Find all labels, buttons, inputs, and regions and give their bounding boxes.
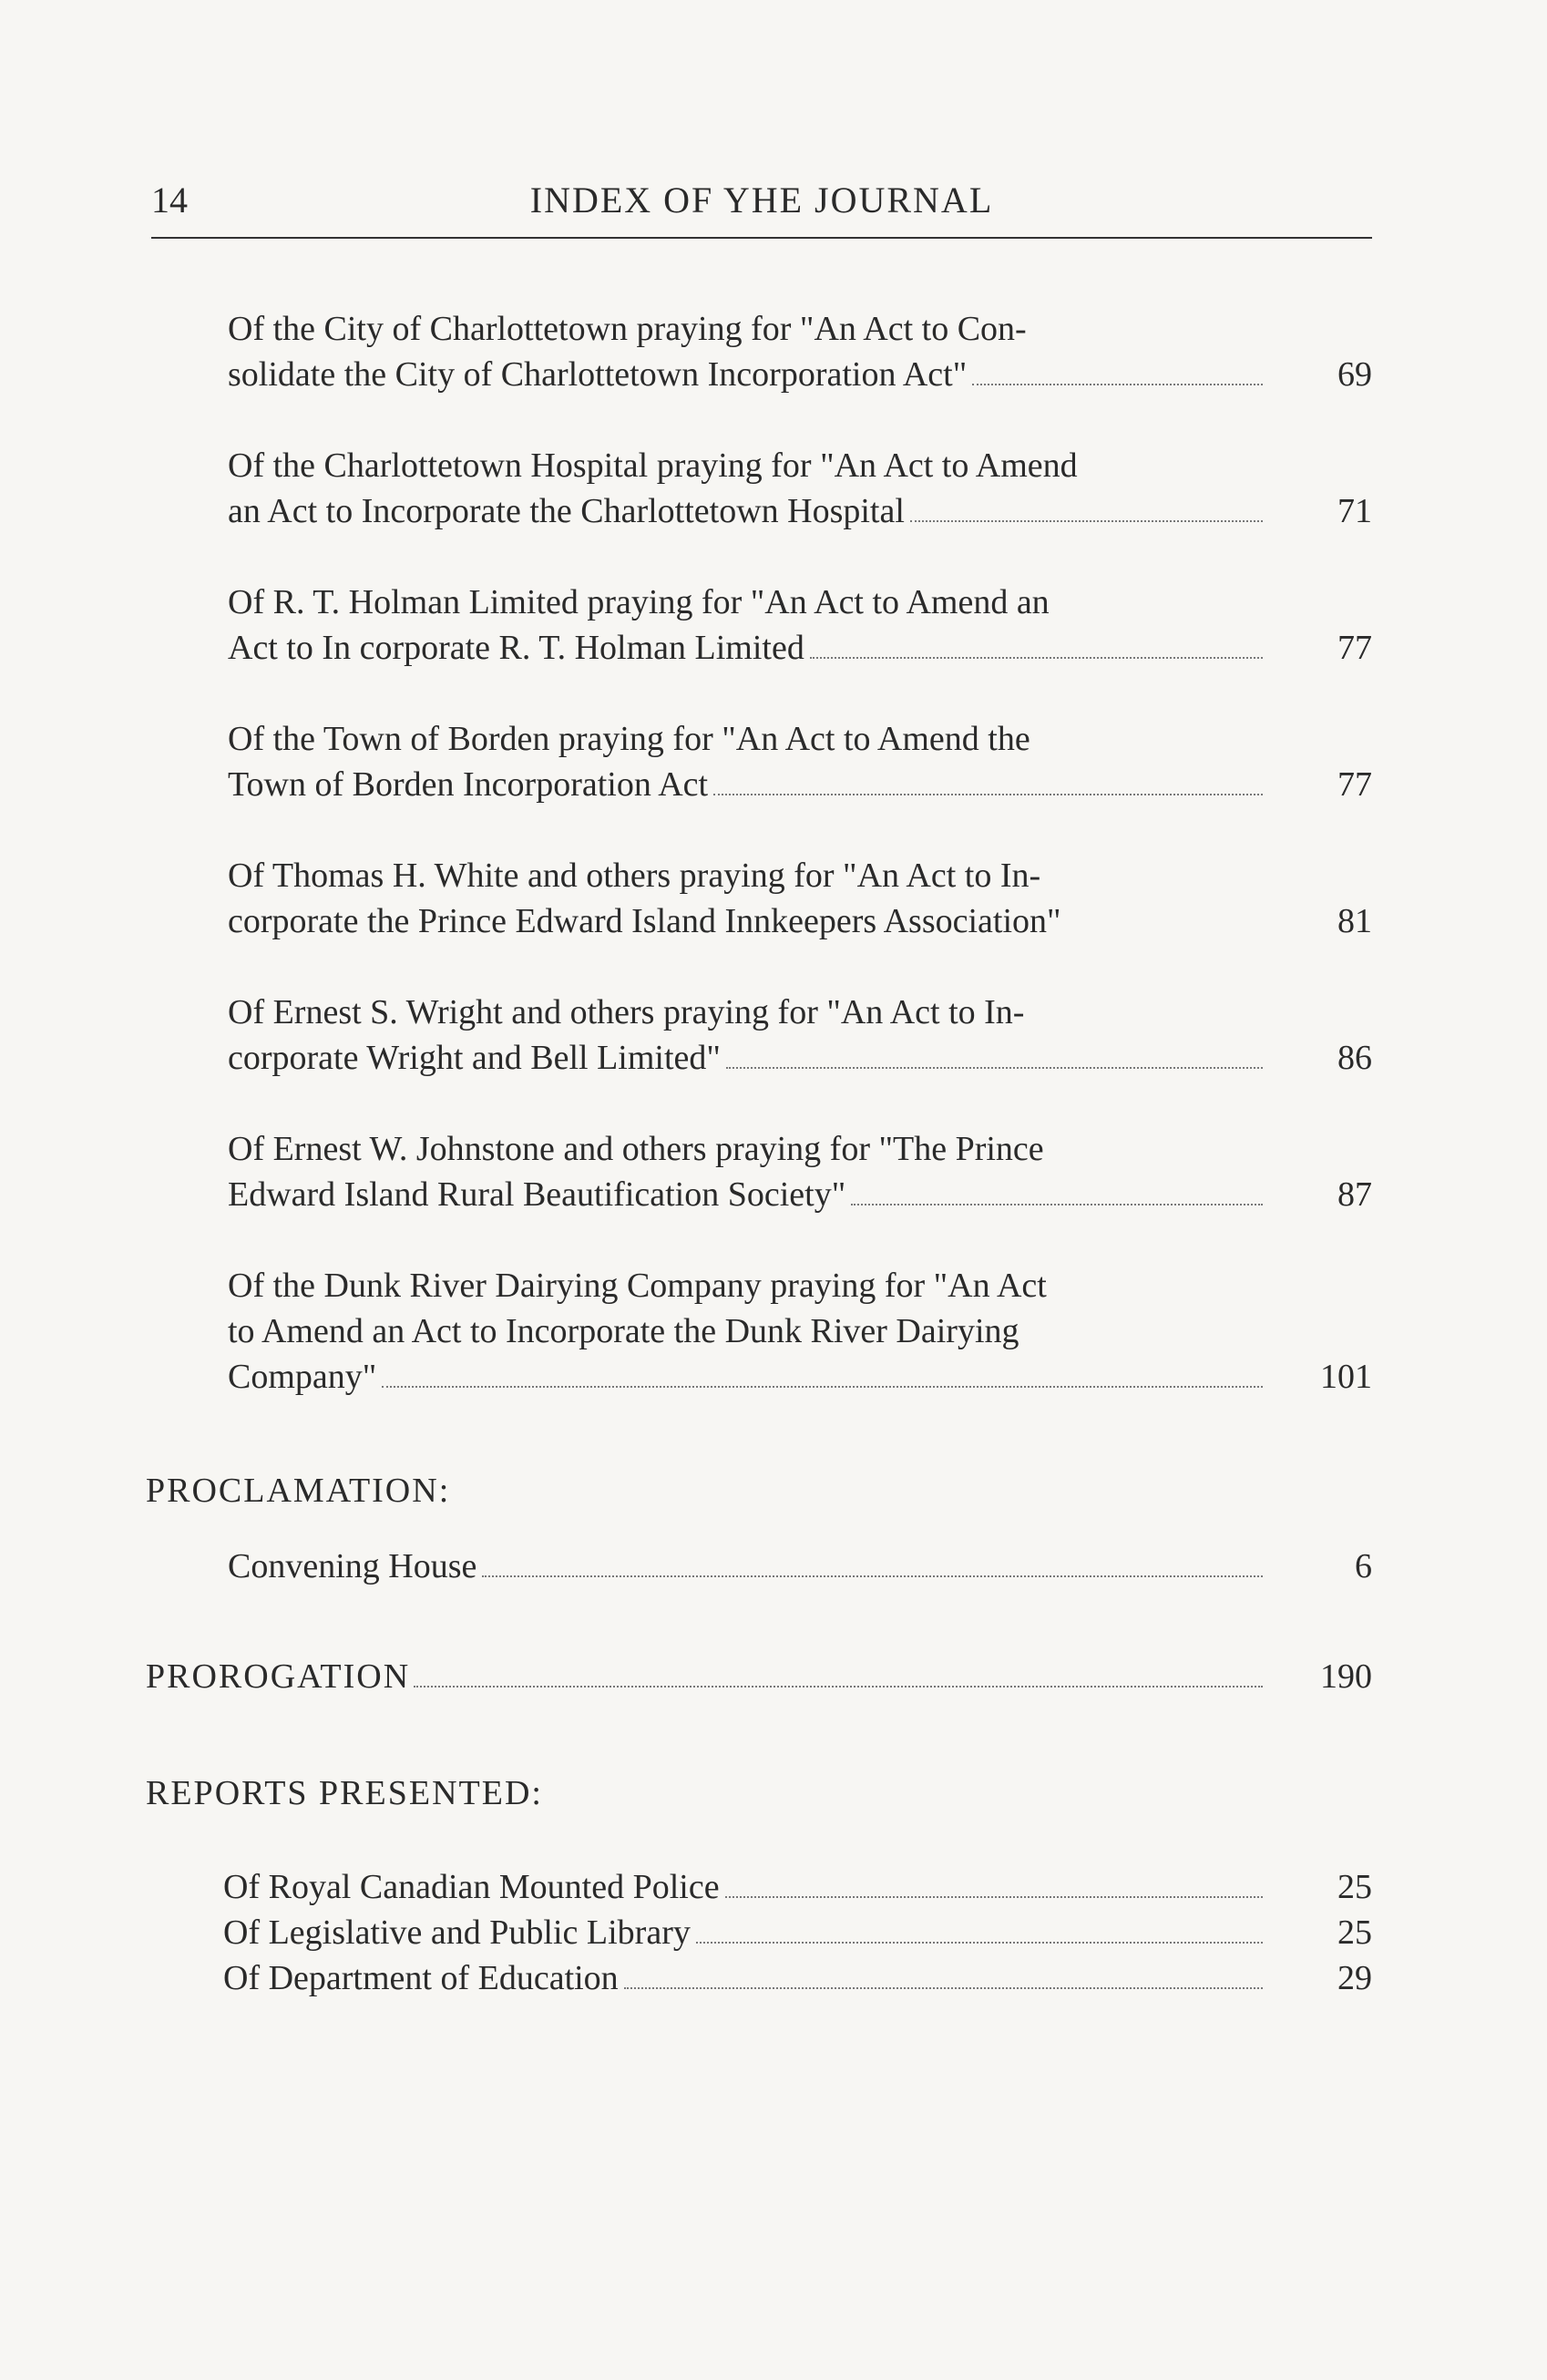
report-item xyxy=(223,1864,1372,1910)
index-entry xyxy=(228,1263,1372,1400)
entry-line: Town of Borden Incorporation Act xyxy=(228,765,709,804)
report-label: Of Legislative and Public Library xyxy=(223,1913,691,1952)
entry-line: Company" xyxy=(228,1358,377,1396)
entry-line: Of R. T. Holman Limited praying for "An Act to Amend an xyxy=(228,583,1050,621)
index-entry xyxy=(228,580,1372,671)
dot-leader xyxy=(382,1385,1263,1388)
section-heading-reports: REPORTS PRESENTED: xyxy=(146,1774,543,1812)
report-item xyxy=(223,1910,1372,1955)
entry-line: Edward Island Rural Beautification Society" xyxy=(228,1175,846,1214)
entry-page-number: 101 xyxy=(1320,1358,1372,1396)
entry-page-number: 77 xyxy=(1337,765,1372,804)
entry-line: Convening House xyxy=(228,1547,477,1585)
index-entry xyxy=(228,306,1372,397)
entry-page-number: 71 xyxy=(1337,492,1372,530)
index-entry xyxy=(228,716,1372,807)
index-entry xyxy=(228,853,1372,944)
entry-line: Of Thomas H. White and others praying for "An Act to In- xyxy=(228,857,1041,895)
entry-line: to Amend an Act to Incorporate the Dunk River Dairying xyxy=(228,1312,1019,1350)
index-entry xyxy=(228,443,1372,534)
section-heading-prorogation xyxy=(146,1657,1372,1697)
entry-line: corporate the Prince Edward Island Innkeepers Association" xyxy=(228,902,1061,940)
entry-page-number: 69 xyxy=(1337,355,1372,394)
section-heading-label: PROROGATION xyxy=(146,1657,411,1696)
index-entry xyxy=(228,990,1372,1081)
page-header xyxy=(151,179,1372,239)
report-label: Of Royal Canadian Mounted Police xyxy=(223,1868,720,1906)
report-label: Of Department of Education xyxy=(223,1959,619,1997)
dot-leader xyxy=(810,656,1263,659)
index-entry xyxy=(228,1544,1372,1589)
report-item xyxy=(223,1955,1372,2001)
dot-leader xyxy=(851,1203,1263,1205)
entry-line: Of Ernest S. Wright and others praying for "An Act to In- xyxy=(228,993,1025,1031)
entry-line: Of the Town of Borden praying for "An Act to Amend the xyxy=(228,720,1030,758)
dot-leader xyxy=(726,1066,1263,1069)
dot-leader xyxy=(910,519,1263,522)
entry-page-number: 86 xyxy=(1337,1039,1372,1077)
page-number: 14 xyxy=(151,180,188,221)
index-entry xyxy=(228,1126,1372,1217)
entry-line: an Act to Incorporate the Charlottetown Hospital xyxy=(228,492,905,530)
dot-leader xyxy=(414,1685,1263,1688)
dot-leader xyxy=(725,1895,1263,1898)
entry-line: solidate the City of Charlottetown Incorporation Act" xyxy=(228,355,968,394)
entry-page-number: 87 xyxy=(1337,1175,1372,1214)
entry-page-number: 6 xyxy=(1355,1547,1372,1585)
dot-leader xyxy=(624,1986,1263,1989)
dot-leader xyxy=(696,1941,1263,1944)
entry-line: Act to In corporate R. T. Holman Limited xyxy=(228,629,804,667)
entry-page-number: 29 xyxy=(1337,1959,1372,1997)
dot-leader xyxy=(482,1575,1263,1577)
entry-page-number: 25 xyxy=(1337,1913,1372,1952)
entry-line: Of Ernest W. Johnstone and others praying for "The Prince xyxy=(228,1130,1044,1168)
dot-leader xyxy=(713,793,1263,795)
entry-page-number: 25 xyxy=(1337,1868,1372,1906)
entry-line: corporate Wright and Bell Limited" xyxy=(228,1039,721,1077)
entry-line: Of the Charlottetown Hospital praying for "An Act to Amend xyxy=(228,446,1078,485)
entry-line: Of the Dunk River Dairying Company praying for "An Act xyxy=(228,1267,1047,1305)
dot-leader xyxy=(972,383,1263,385)
entry-line: Of the City of Charlottetown praying for "An Act to Con- xyxy=(228,310,1027,348)
report-list xyxy=(223,1864,1372,2001)
page-title: INDEX OF YHE JOURNAL xyxy=(529,180,994,221)
entry-page-number: 81 xyxy=(1337,902,1372,940)
entry-page-number: 190 xyxy=(1320,1657,1372,1696)
entry-page-number: 77 xyxy=(1337,629,1372,667)
section-heading-proclamation: PROCLAMATION: xyxy=(146,1472,451,1510)
